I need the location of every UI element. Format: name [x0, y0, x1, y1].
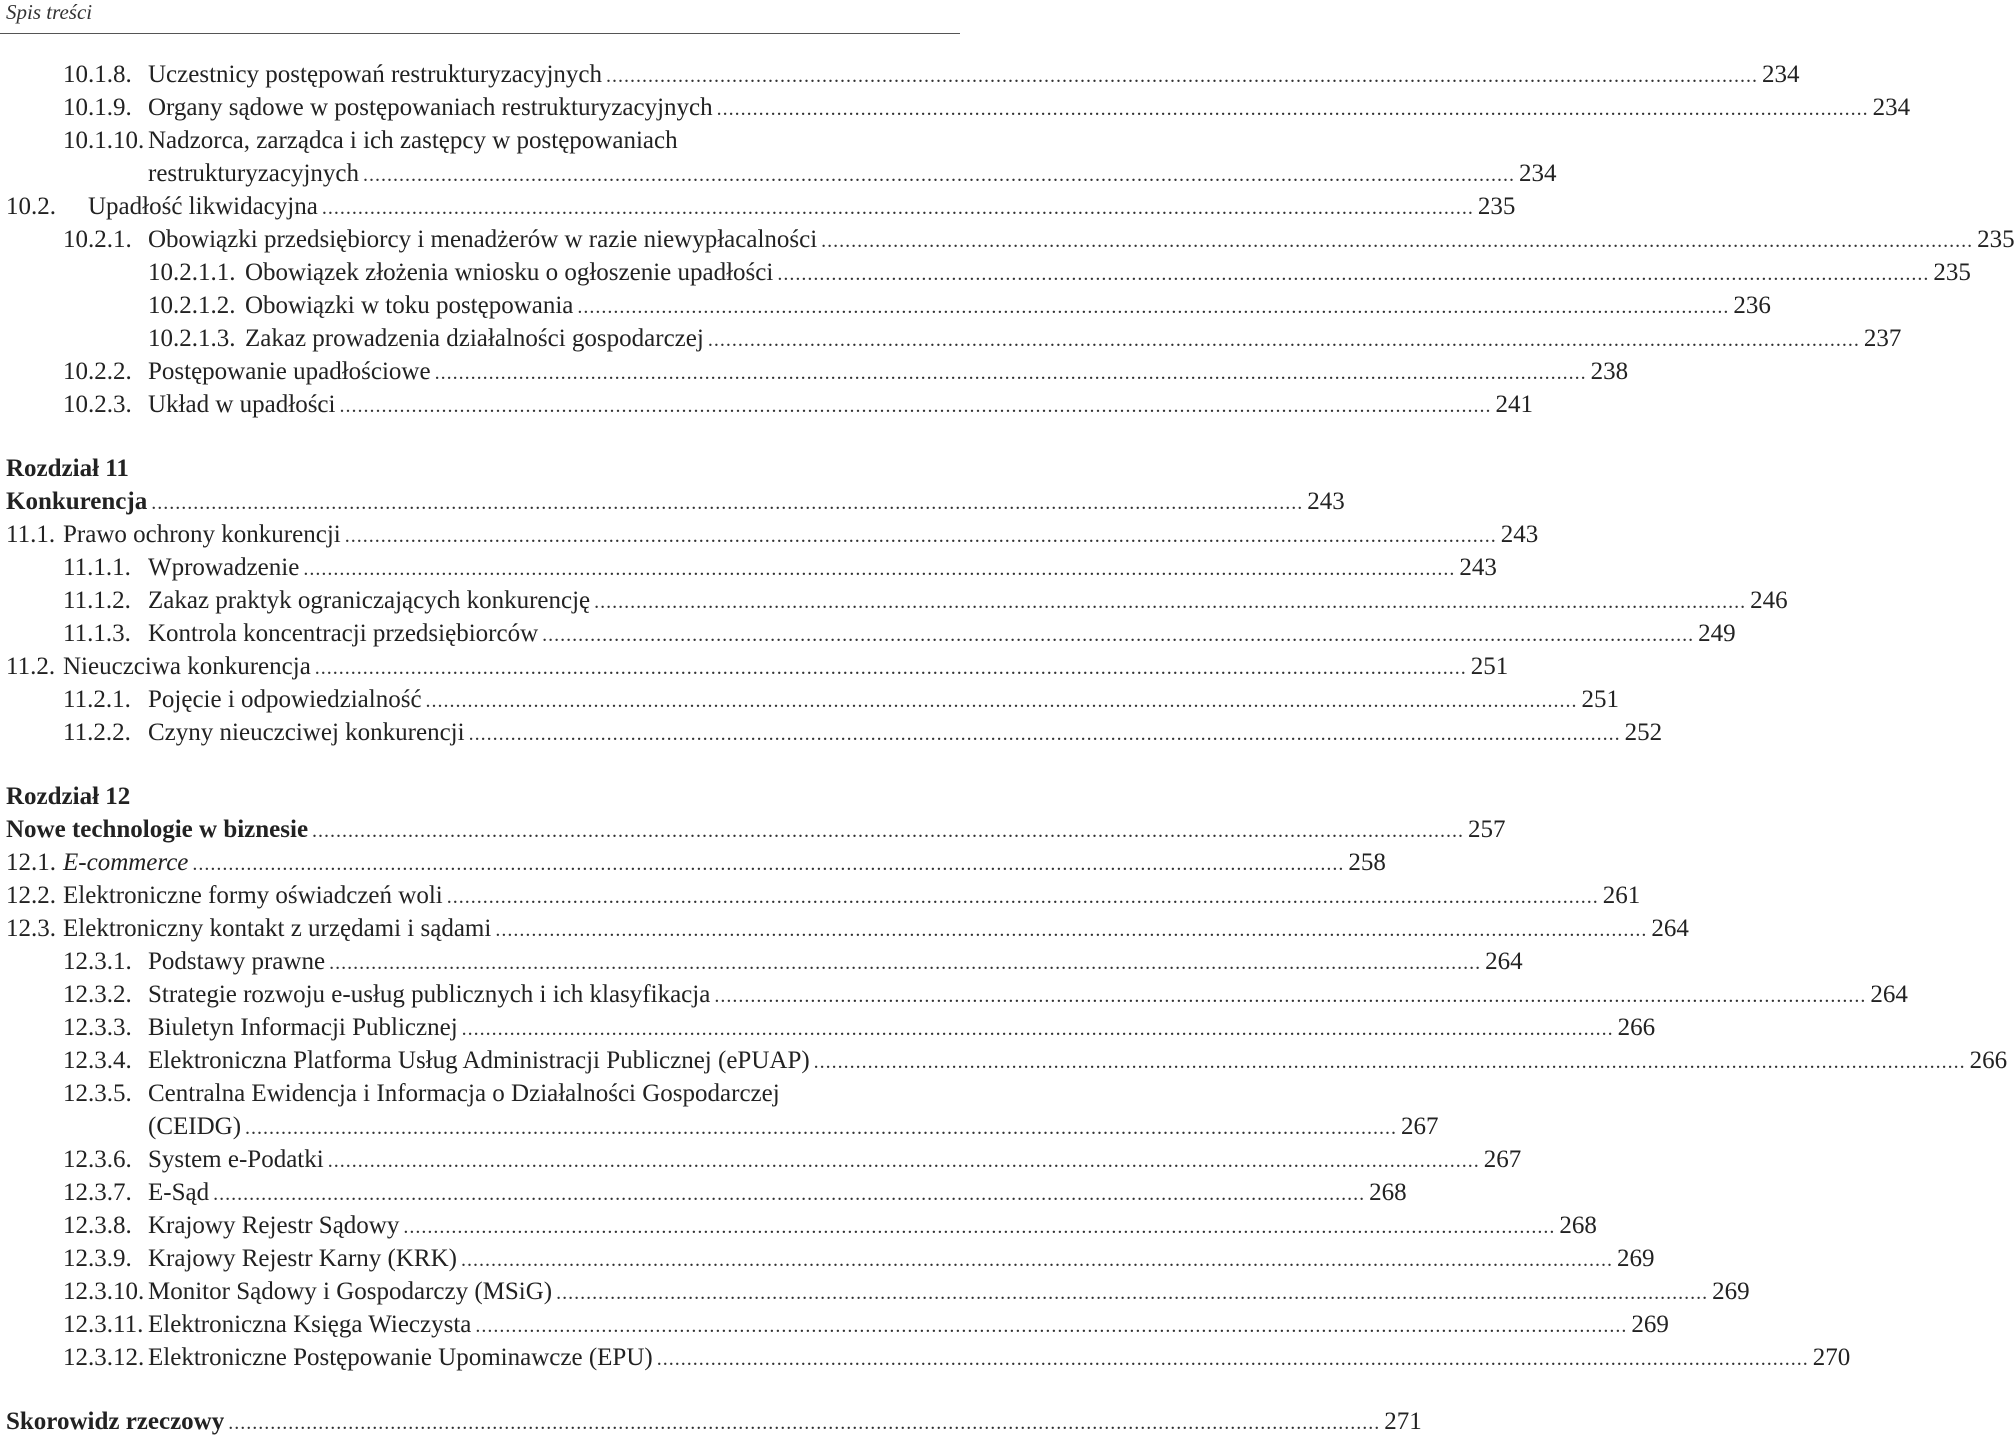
chapter-entry[interactable]	[0, 485, 1345, 518]
toc-entry[interactable]	[0, 355, 1629, 388]
toc-title: Obowiązek złożenia wniosku o ogłoszenie upadłości	[245, 259, 774, 286]
toc-number: 10.2.	[6, 193, 56, 220]
toc-title: Obowiązki w toku postępowania	[245, 292, 574, 319]
toc-number: 12.3.1.	[63, 948, 132, 975]
toc-title: Elektroniczna Platforma Usług Administracji Publicznej (ePUAP)	[148, 1047, 810, 1074]
toc-leader: ................................................................................................................................................................................................	[594, 591, 1747, 613]
toc-page: 257	[1468, 816, 1506, 843]
toc-page: 264	[1485, 948, 1523, 975]
toc-title: Prawo ochrony konkurencji	[63, 521, 341, 548]
toc-page: 234	[1519, 160, 1557, 187]
toc-leader: ................................................................................................................................................................................................	[192, 853, 1345, 875]
toc-title: E-commerce	[63, 849, 189, 876]
toc-page: 243	[1500, 521, 1539, 548]
toc-title: Elektroniczne formy oświadczeń woli	[63, 882, 443, 909]
toc-title: Nieuczciwa konkurencja	[63, 653, 311, 680]
toc-entry[interactable]	[0, 617, 1736, 650]
toc-title: Strategie rozwoju e-usług publicznych i ich klasyfikacja	[148, 981, 711, 1008]
toc-page: 270	[1812, 1344, 1851, 1371]
toc-leader: ................................................................................................................................................................................................	[321, 197, 1474, 219]
toc-page: 235	[1933, 259, 1971, 286]
toc-number: 11.1.1.	[63, 554, 131, 581]
toc-leader: ................................................................................................................................................................................................	[460, 1249, 1613, 1271]
toc-entry[interactable]	[0, 124, 955, 157]
toc-leader: ................................................................................................................................................................................................	[577, 296, 1730, 318]
toc-page: 249	[1698, 620, 1736, 647]
toc-page: 266	[1617, 1014, 1656, 1041]
toc-page: 268	[1559, 1212, 1597, 1239]
chapter-label: Rozdział 12	[6, 783, 131, 810]
toc-entry[interactable]	[0, 91, 1911, 124]
toc-entry[interactable]	[0, 1077, 955, 1110]
chapter-title: Konkurencja	[6, 488, 148, 515]
toc-entry[interactable]	[0, 683, 1620, 716]
toc-entry[interactable]	[0, 289, 1771, 322]
toc-leader: ................................................................................................................................................................................................	[434, 362, 1587, 384]
toc-entry[interactable]	[0, 912, 1689, 945]
toc-page: 243	[1307, 488, 1345, 515]
toc-page: 258	[1348, 849, 1386, 876]
toc-page: 243	[1459, 554, 1497, 581]
toc-entry[interactable]	[0, 846, 1386, 879]
toc-title: Wprowadzenie	[148, 554, 300, 581]
toc-number: 12.3.6.	[63, 1146, 132, 1173]
toc-leader: ................................................................................................................................................................................................	[314, 657, 1467, 679]
toc-leader: ................................................................................................................................................................................................	[213, 1183, 1366, 1205]
toc-leader: ................................................................................................................................................................................................	[495, 919, 1648, 941]
toc-leader: ................................................................................................................................................................................................	[339, 395, 1492, 417]
toc-entry-continuation[interactable]	[0, 157, 1557, 190]
toc-page: 241	[1495, 391, 1533, 418]
toc-page: 266	[1969, 1047, 2008, 1074]
toc-number: 10.2.1.3.	[148, 325, 236, 352]
toc-title: Zakaz prowadzenia działalności gospodarczej	[245, 325, 704, 352]
toc-title: Układ w upadłości	[148, 391, 336, 418]
toc-entry[interactable]	[0, 190, 1516, 223]
toc-entry[interactable]	[0, 879, 1641, 912]
toc-title: Obowiązki przedsiębiorcy i menadżerów w razie niewypłacalności	[148, 226, 818, 253]
toc-title: Postępowanie upadłościowe	[148, 358, 431, 385]
toc-title: Centralna Ewidencja i Informacja o Działalności Gospodarczej	[148, 1080, 780, 1107]
toc-entry[interactable]	[0, 650, 1509, 683]
toc-number: 12.3.4.	[63, 1047, 132, 1074]
toc-entry[interactable]	[0, 256, 1971, 289]
toc-leader: ................................................................................................................................................................................................	[228, 1412, 1381, 1434]
toc-leader: ................................................................................................................................................................................................	[656, 1348, 1809, 1370]
toc-number: 12.3.11.	[63, 1311, 144, 1338]
toc-number: 11.1.3.	[63, 620, 131, 647]
toc-title: Czyny nieuczciwej konkurencji	[148, 719, 465, 746]
toc-entry[interactable]	[0, 1242, 1655, 1275]
toc-entry[interactable]	[0, 58, 1800, 91]
toc-leader: ................................................................................................................................................................................................	[468, 723, 1621, 745]
toc-title: Elektroniczna Księga Wieczysta	[148, 1311, 472, 1338]
toc-entry[interactable]	[0, 716, 1663, 749]
toc-number: 12.3.12.	[63, 1344, 145, 1371]
toc-leader: ................................................................................................................................................................................................	[707, 329, 1860, 351]
toc-number: 12.3.9.	[63, 1245, 132, 1272]
toc-entry[interactable]	[0, 1209, 1597, 1242]
toc-leader: ................................................................................................................................................................................................	[329, 952, 1482, 974]
toc-leader: ................................................................................................................................................................................................	[777, 263, 1930, 285]
toc-number: 10.2.3.	[63, 391, 132, 418]
chapter-label: Rozdział 11	[6, 455, 129, 482]
toc-number: 12.3.7.	[63, 1179, 132, 1206]
toc-number: 12.1.	[6, 849, 56, 876]
toc-title: Krajowy Rejestr Karny (KRK)	[148, 1245, 457, 1272]
toc-number: 12.3.8.	[63, 1212, 132, 1239]
index-entry[interactable]	[0, 1405, 1422, 1438]
toc-title: Nadzorca, zarządca i ich zastępcy w postępowaniach	[148, 127, 678, 154]
toc-number: 12.3.3.	[63, 1014, 132, 1041]
toc-title: Zakaz praktyk ograniczających konkurencję	[148, 587, 591, 614]
toc-page: 269	[1631, 1311, 1669, 1338]
toc-number: 10.1.9.	[63, 94, 132, 121]
toc-entry[interactable]	[0, 978, 1908, 1011]
toc-title: Kontrola koncentracji przedsiębiorców	[148, 620, 539, 647]
toc-entry[interactable]	[0, 1176, 1407, 1209]
toc-title-continuation: restrukturyzacyjnych	[148, 160, 360, 187]
toc-page: 269	[1712, 1278, 1750, 1305]
toc-title: Biuletyn Informacji Publicznej	[148, 1014, 458, 1041]
toc-leader: ................................................................................................................................................................................................	[363, 164, 1516, 186]
toc-page: 237	[1863, 325, 1902, 352]
toc-title: Elektroniczne Postępowanie Upominawcze (EPU)	[148, 1344, 653, 1371]
toc-title: Monitor Sądowy i Gospodarczy (MSiG)	[148, 1278, 553, 1305]
toc-leader: ................................................................................................................................................................................................	[344, 525, 1497, 547]
toc-entry[interactable]	[0, 584, 1788, 617]
toc-page: 271	[1384, 1408, 1422, 1435]
header-title: Spis treści	[6, 0, 93, 24]
chapter-title: Nowe technologie w biznesie	[6, 816, 309, 843]
toc-entry[interactable]	[0, 1143, 1522, 1176]
toc-entry-continuation[interactable]	[0, 1110, 1439, 1143]
toc-entry[interactable]	[0, 1275, 1750, 1308]
toc-leader: ................................................................................................................................................................................................	[403, 1216, 1556, 1238]
toc-title: System e-Podatki	[148, 1146, 324, 1173]
toc-page: 246	[1750, 587, 1788, 614]
toc-title: Krajowy Rejestr Sądowy	[148, 1212, 400, 1239]
toc-number: 12.3.10.	[63, 1278, 145, 1305]
toc-title: Upadłość likwidacyjna	[88, 193, 318, 220]
toc-title: Podstawy prawne	[148, 948, 326, 975]
toc-number: 11.2.2.	[63, 719, 131, 746]
toc-title: Organy sądowe w postępowaniach restrukturyzacyjnych	[148, 94, 713, 121]
toc-number: 11.2.1.	[63, 686, 131, 713]
toc-entry[interactable]	[0, 1011, 1656, 1044]
toc-page: 264	[1651, 915, 1689, 942]
toc-leader: ................................................................................................................................................................................................	[813, 1051, 1966, 1073]
toc-entry[interactable]	[0, 945, 1523, 978]
toc-leader: ................................................................................................................................................................................................	[714, 985, 1867, 1007]
toc-leader: ................................................................................................................................................................................................	[151, 492, 1304, 514]
toc-page: 261	[1602, 882, 1641, 909]
toc-leader: ................................................................................................................................................................................................	[303, 558, 1456, 580]
toc-number: 12.3.5.	[63, 1080, 132, 1107]
toc-page: 234	[1872, 94, 1911, 121]
toc-number: 12.3.	[6, 915, 56, 942]
toc-entry[interactable]	[0, 223, 2015, 256]
toc-page: 236	[1733, 292, 1771, 319]
toc-entry[interactable]	[0, 518, 1539, 551]
toc-page: 268	[1369, 1179, 1407, 1206]
toc-number: 10.2.2.	[63, 358, 132, 385]
toc-entry[interactable]	[0, 1044, 2008, 1077]
toc-number: 12.2.	[6, 882, 56, 909]
toc-page: 267	[1401, 1113, 1439, 1140]
toc-entry[interactable]	[0, 1308, 1669, 1341]
toc-leader: ................................................................................................................................................................................................	[556, 1282, 1709, 1304]
toc-leader: ................................................................................................................................................................................................	[716, 98, 1869, 120]
toc-title: Elektroniczny kontakt z urzędami i sądami	[63, 915, 492, 942]
toc-number: 11.1.2.	[63, 587, 131, 614]
toc-number: 10.2.1.	[63, 226, 132, 253]
toc-leader: ................................................................................................................................................................................................	[425, 690, 1578, 712]
toc-page: 238	[1590, 358, 1629, 385]
toc-number: 10.1.8.	[63, 61, 132, 88]
toc-leader: ................................................................................................................................................................................................	[542, 624, 1695, 646]
toc-number: 11.1.	[6, 521, 56, 548]
toc-page: 235	[1977, 226, 2015, 253]
toc-entry[interactable]	[0, 551, 1497, 584]
toc-title-continuation: (CEIDG)	[148, 1113, 242, 1140]
toc-leader: ................................................................................................................................................................................................	[245, 1117, 1398, 1139]
toc-leader: ................................................................................................................................................................................................	[446, 886, 1599, 908]
toc-page: 251	[1470, 653, 1509, 680]
toc-entry[interactable]	[0, 1341, 1851, 1374]
toc-number: 11.2.	[6, 653, 56, 680]
toc-entry[interactable]	[0, 322, 1902, 355]
toc-leader: ................................................................................................................................................................................................	[606, 65, 1759, 87]
toc-page: 267	[1483, 1146, 1522, 1173]
toc-number: 10.2.1.1.	[148, 259, 236, 286]
chapter-entry[interactable]	[0, 813, 1506, 846]
toc-leader: ................................................................................................................................................................................................	[821, 230, 1974, 252]
toc-title: Pojęcie i odpowiedzialność	[148, 686, 422, 713]
toc-title: Uczestnicy postępowań restrukturyzacyjnych	[148, 61, 603, 88]
index-title: Skorowidz rzeczowy	[6, 1408, 225, 1435]
toc-page: 251	[1581, 686, 1620, 713]
toc-title: E-Sąd	[148, 1179, 210, 1206]
toc-page: 264	[1870, 981, 1908, 1008]
toc-leader: ................................................................................................................................................................................................	[475, 1315, 1628, 1337]
toc-page: 234	[1762, 61, 1800, 88]
toc-leader: ................................................................................................................................................................................................	[327, 1150, 1480, 1172]
toc-number: 10.2.1.2.	[148, 292, 236, 319]
toc-number: 12.3.2.	[63, 981, 132, 1008]
toc-page: 269	[1616, 1245, 1655, 1272]
toc-number: 10.1.10.	[63, 127, 145, 154]
toc-leader: ................................................................................................................................................................................................	[461, 1018, 1614, 1040]
toc-page: 252	[1624, 719, 1663, 746]
toc-page: 235	[1477, 193, 1516, 220]
toc-leader: ................................................................................................................................................................................................	[312, 820, 1465, 842]
toc-entry[interactable]	[0, 388, 1533, 421]
